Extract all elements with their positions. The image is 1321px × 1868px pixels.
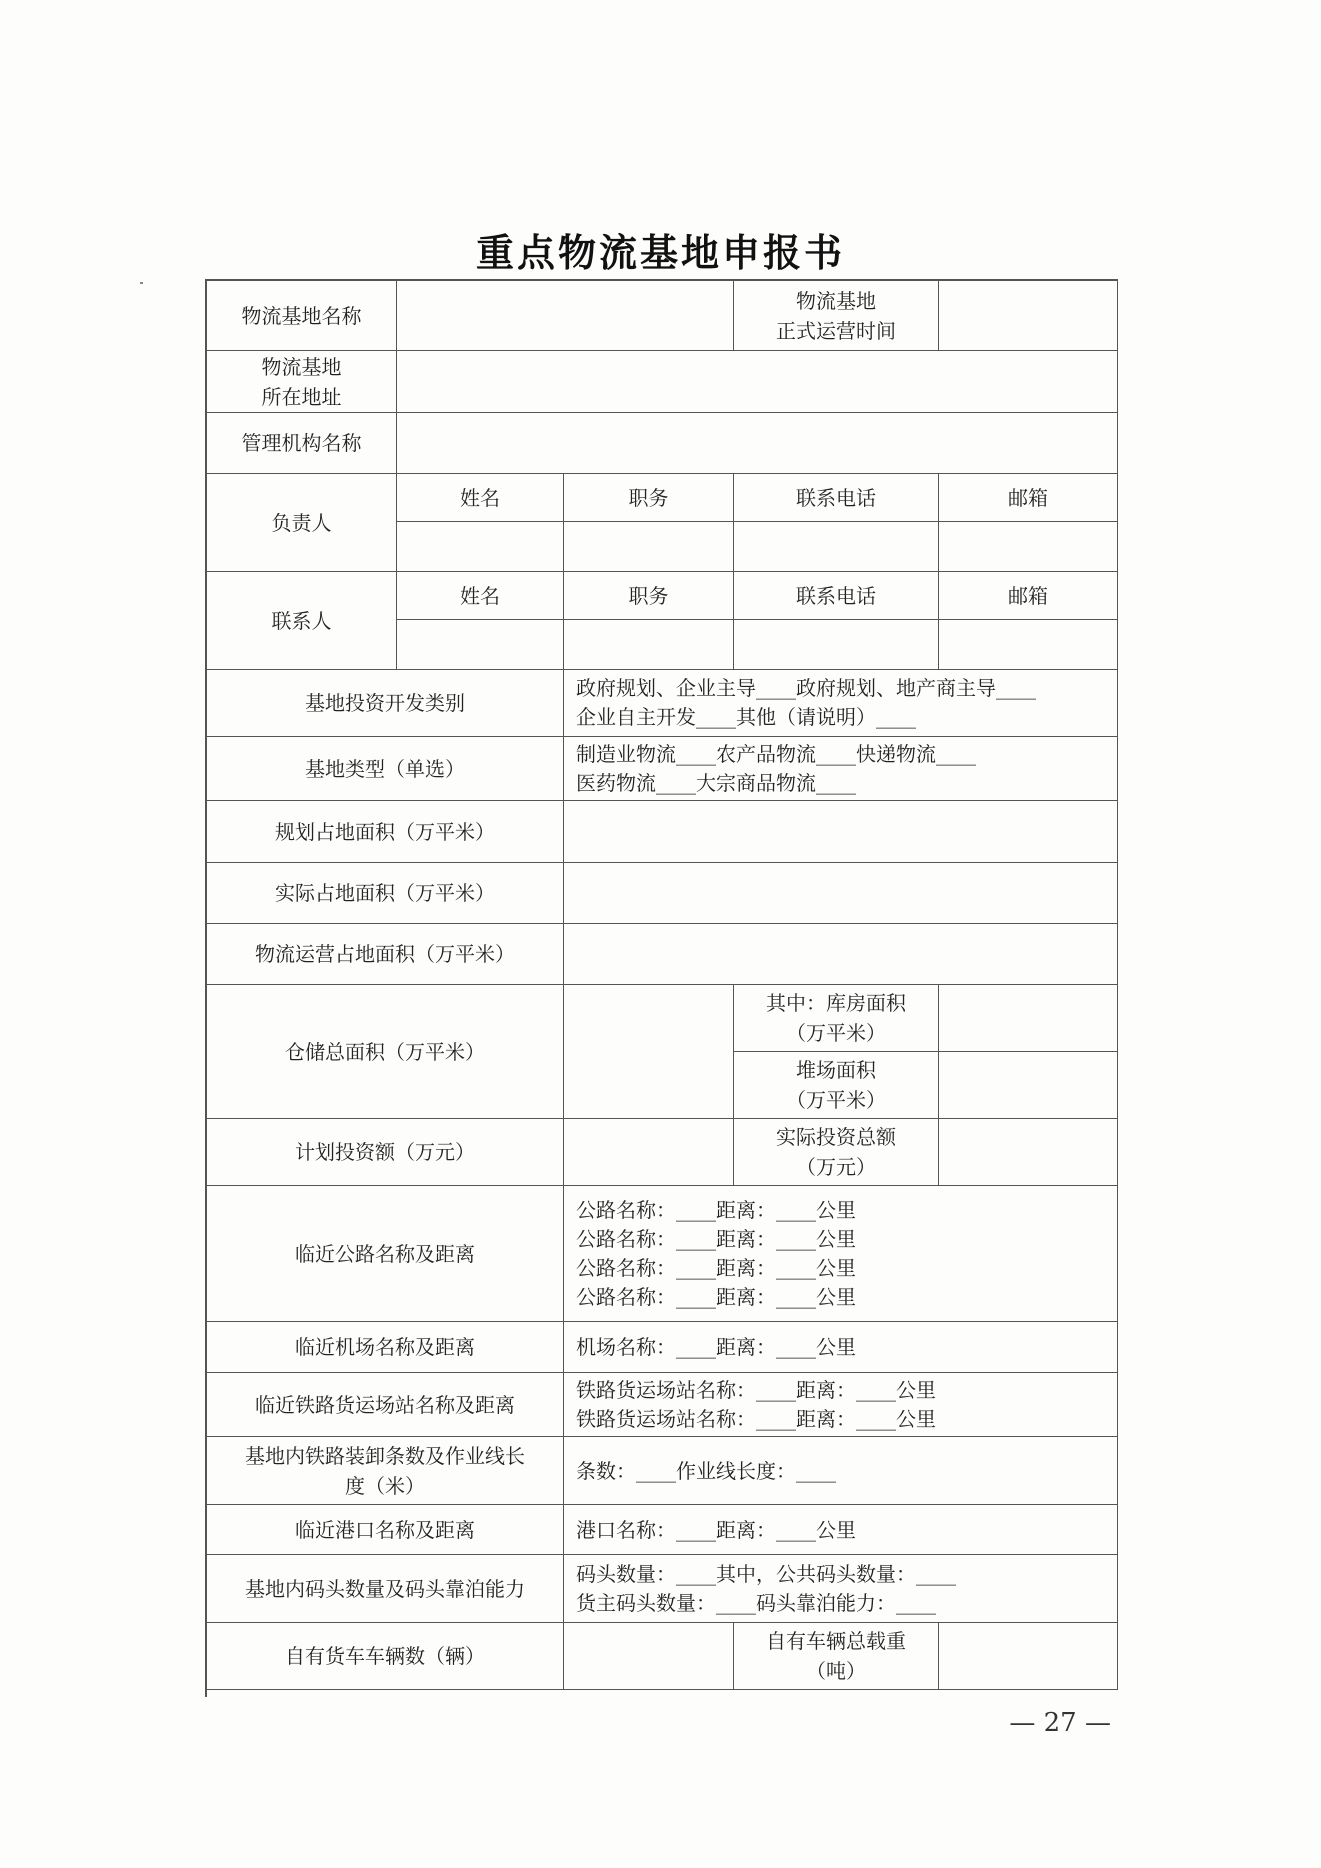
highway-line-2: 公路名称：____距离：____公里	[576, 1226, 856, 1251]
highway-line-3: 公路名称：____距离：____公里	[576, 1255, 856, 1280]
highway-line-4: 公路名称：____距离：____公里	[576, 1284, 856, 1309]
leader-title-field[interactable]	[564, 522, 734, 572]
warehouse-area-label-line2: （万平米）	[786, 1021, 886, 1045]
actual-area-field[interactable]	[564, 863, 1118, 924]
invest-category-line2: 企业自主开发____其他（请说明）____	[576, 705, 916, 729]
invest-category-options[interactable]	[564, 670, 1118, 737]
truck-load-label-line2: （吨）	[806, 1659, 866, 1683]
truck-count-field[interactable]	[564, 1623, 734, 1690]
leader-name-field[interactable]	[397, 522, 564, 572]
rail-line-1: 铁路货运场站名称：____距离：____公里	[576, 1377, 936, 1402]
contact-label: 联系人	[207, 572, 397, 670]
leader-col-title: 职务	[564, 474, 734, 522]
address-label-line2: 所在地址	[261, 384, 342, 409]
op-time-field[interactable]	[939, 281, 1118, 351]
org-label: 管理机构名称	[207, 413, 397, 474]
planned-area-label: 规划占地面积（万平米）	[207, 801, 564, 863]
yard-area-label-line1: 堆场面积	[796, 1058, 876, 1082]
highway-line-1: 公路名称：____距离：____公里	[576, 1197, 856, 1222]
airport-label: 临近机场名称及距离	[207, 1322, 564, 1373]
form-title: 重点物流基地申报书	[475, 230, 845, 275]
rail-internal-label-line2: 度（米）	[345, 1473, 425, 1498]
truck-load-field[interactable]	[939, 1623, 1118, 1690]
ops-area-label: 物流运营占地面积（万平米）	[207, 924, 564, 985]
base-name-label: 物流基地名称	[207, 281, 397, 351]
contact-col-title: 职务	[564, 572, 734, 620]
actual-invest-label	[734, 1119, 939, 1186]
leader-col-email: 邮箱	[939, 474, 1118, 522]
actual-invest-field[interactable]	[939, 1119, 1118, 1186]
planned-invest-label: 计划投资额（万元）	[207, 1119, 564, 1186]
address-field[interactable]	[397, 351, 1118, 413]
op-time-label-line2: 正式运营时间	[776, 318, 896, 343]
base-type-options[interactable]	[564, 737, 1118, 801]
dock-line-1: 码头数量：____其中，公共码头数量：____	[576, 1561, 956, 1586]
actual-invest-label-line1: 实际投资总额	[776, 1125, 896, 1149]
yard-area-label	[734, 1052, 939, 1119]
rail-lines[interactable]	[564, 1373, 1118, 1437]
contact-name-field[interactable]	[397, 620, 564, 670]
address-label	[207, 351, 397, 413]
rail-line-2: 铁路货运场站名称：____距离：____公里	[576, 1406, 936, 1431]
truck-load-label-line1: 自有车辆总载重	[766, 1629, 906, 1653]
op-time-label	[734, 281, 939, 351]
planned-invest-field[interactable]	[564, 1119, 734, 1186]
airport-line[interactable]: 机场名称：____距离：____公里	[564, 1322, 1118, 1373]
contact-col-email: 邮箱	[939, 572, 1118, 620]
truck-load-label	[734, 1623, 939, 1690]
org-field[interactable]	[397, 413, 1118, 474]
address-label-line1: 物流基地	[261, 354, 342, 379]
invest-category-label: 基地投资开发类别	[207, 670, 564, 737]
ops-area-field[interactable]	[564, 924, 1118, 985]
dock-line-2: 货主码头数量：____码头靠泊能力：____	[576, 1590, 936, 1615]
contact-phone-field[interactable]	[734, 620, 939, 670]
invest-category-line1: 政府规划、企业主导____政府规划、地产商主导____	[576, 676, 1036, 700]
rail-internal-label	[207, 1437, 564, 1505]
rail-label: 临近铁路货运场站名称及距离	[207, 1373, 564, 1437]
storage-area-label: 仓储总面积（万平米）	[207, 985, 564, 1119]
dock-label: 基地内码头数量及码头靠泊能力	[207, 1555, 564, 1623]
base-name-field[interactable]	[397, 281, 734, 351]
op-time-label-line1: 物流基地	[796, 288, 876, 313]
yard-area-field[interactable]	[939, 1052, 1118, 1119]
contact-col-phone: 联系电话	[734, 572, 939, 620]
leader-col-name: 姓名	[397, 474, 564, 522]
yard-area-label-line2: （万平米）	[786, 1088, 886, 1112]
warehouse-area-label	[734, 985, 939, 1052]
leader-label: 负责人	[207, 474, 397, 572]
leader-email-field[interactable]	[939, 522, 1118, 572]
actual-invest-label-line2: （万元）	[796, 1155, 876, 1179]
warehouse-area-field[interactable]	[939, 985, 1118, 1052]
rail-internal-label-line1: 基地内铁路装卸条数及作业线长	[245, 1443, 525, 1468]
page-number: — 27 —	[1009, 1708, 1111, 1738]
port-label: 临近港口名称及距离	[207, 1505, 564, 1555]
application-form-table	[205, 279, 1118, 1697]
contact-col-name: 姓名	[397, 572, 564, 620]
actual-area-label: 实际占地面积（万平米）	[207, 863, 564, 924]
contact-email-field[interactable]	[939, 620, 1118, 670]
planned-area-field[interactable]	[564, 801, 1118, 863]
dock-lines[interactable]	[564, 1555, 1118, 1623]
port-line[interactable]: 港口名称：____距离：____公里	[564, 1505, 1118, 1555]
base-type-label: 基地类型（单选）	[207, 737, 564, 801]
rail-internal-line[interactable]: 条数：____作业线长度：____	[564, 1437, 1118, 1505]
highway-label: 临近公路名称及距离	[207, 1186, 564, 1322]
base-type-line1: 制造业物流____农产品物流____快递物流____	[576, 741, 976, 766]
warehouse-area-label-line1: 其中：库房面积	[766, 991, 906, 1015]
contact-title-field[interactable]	[564, 620, 734, 670]
highway-lines[interactable]	[564, 1186, 1118, 1322]
leader-col-phone: 联系电话	[734, 474, 939, 522]
storage-area-field[interactable]	[564, 985, 734, 1119]
leader-phone-field[interactable]	[734, 522, 939, 572]
scan-speck	[140, 282, 143, 284]
truck-count-label: 自有货车车辆数（辆）	[207, 1623, 564, 1690]
base-type-line2: 医药物流____大宗商品物流____	[576, 770, 856, 795]
